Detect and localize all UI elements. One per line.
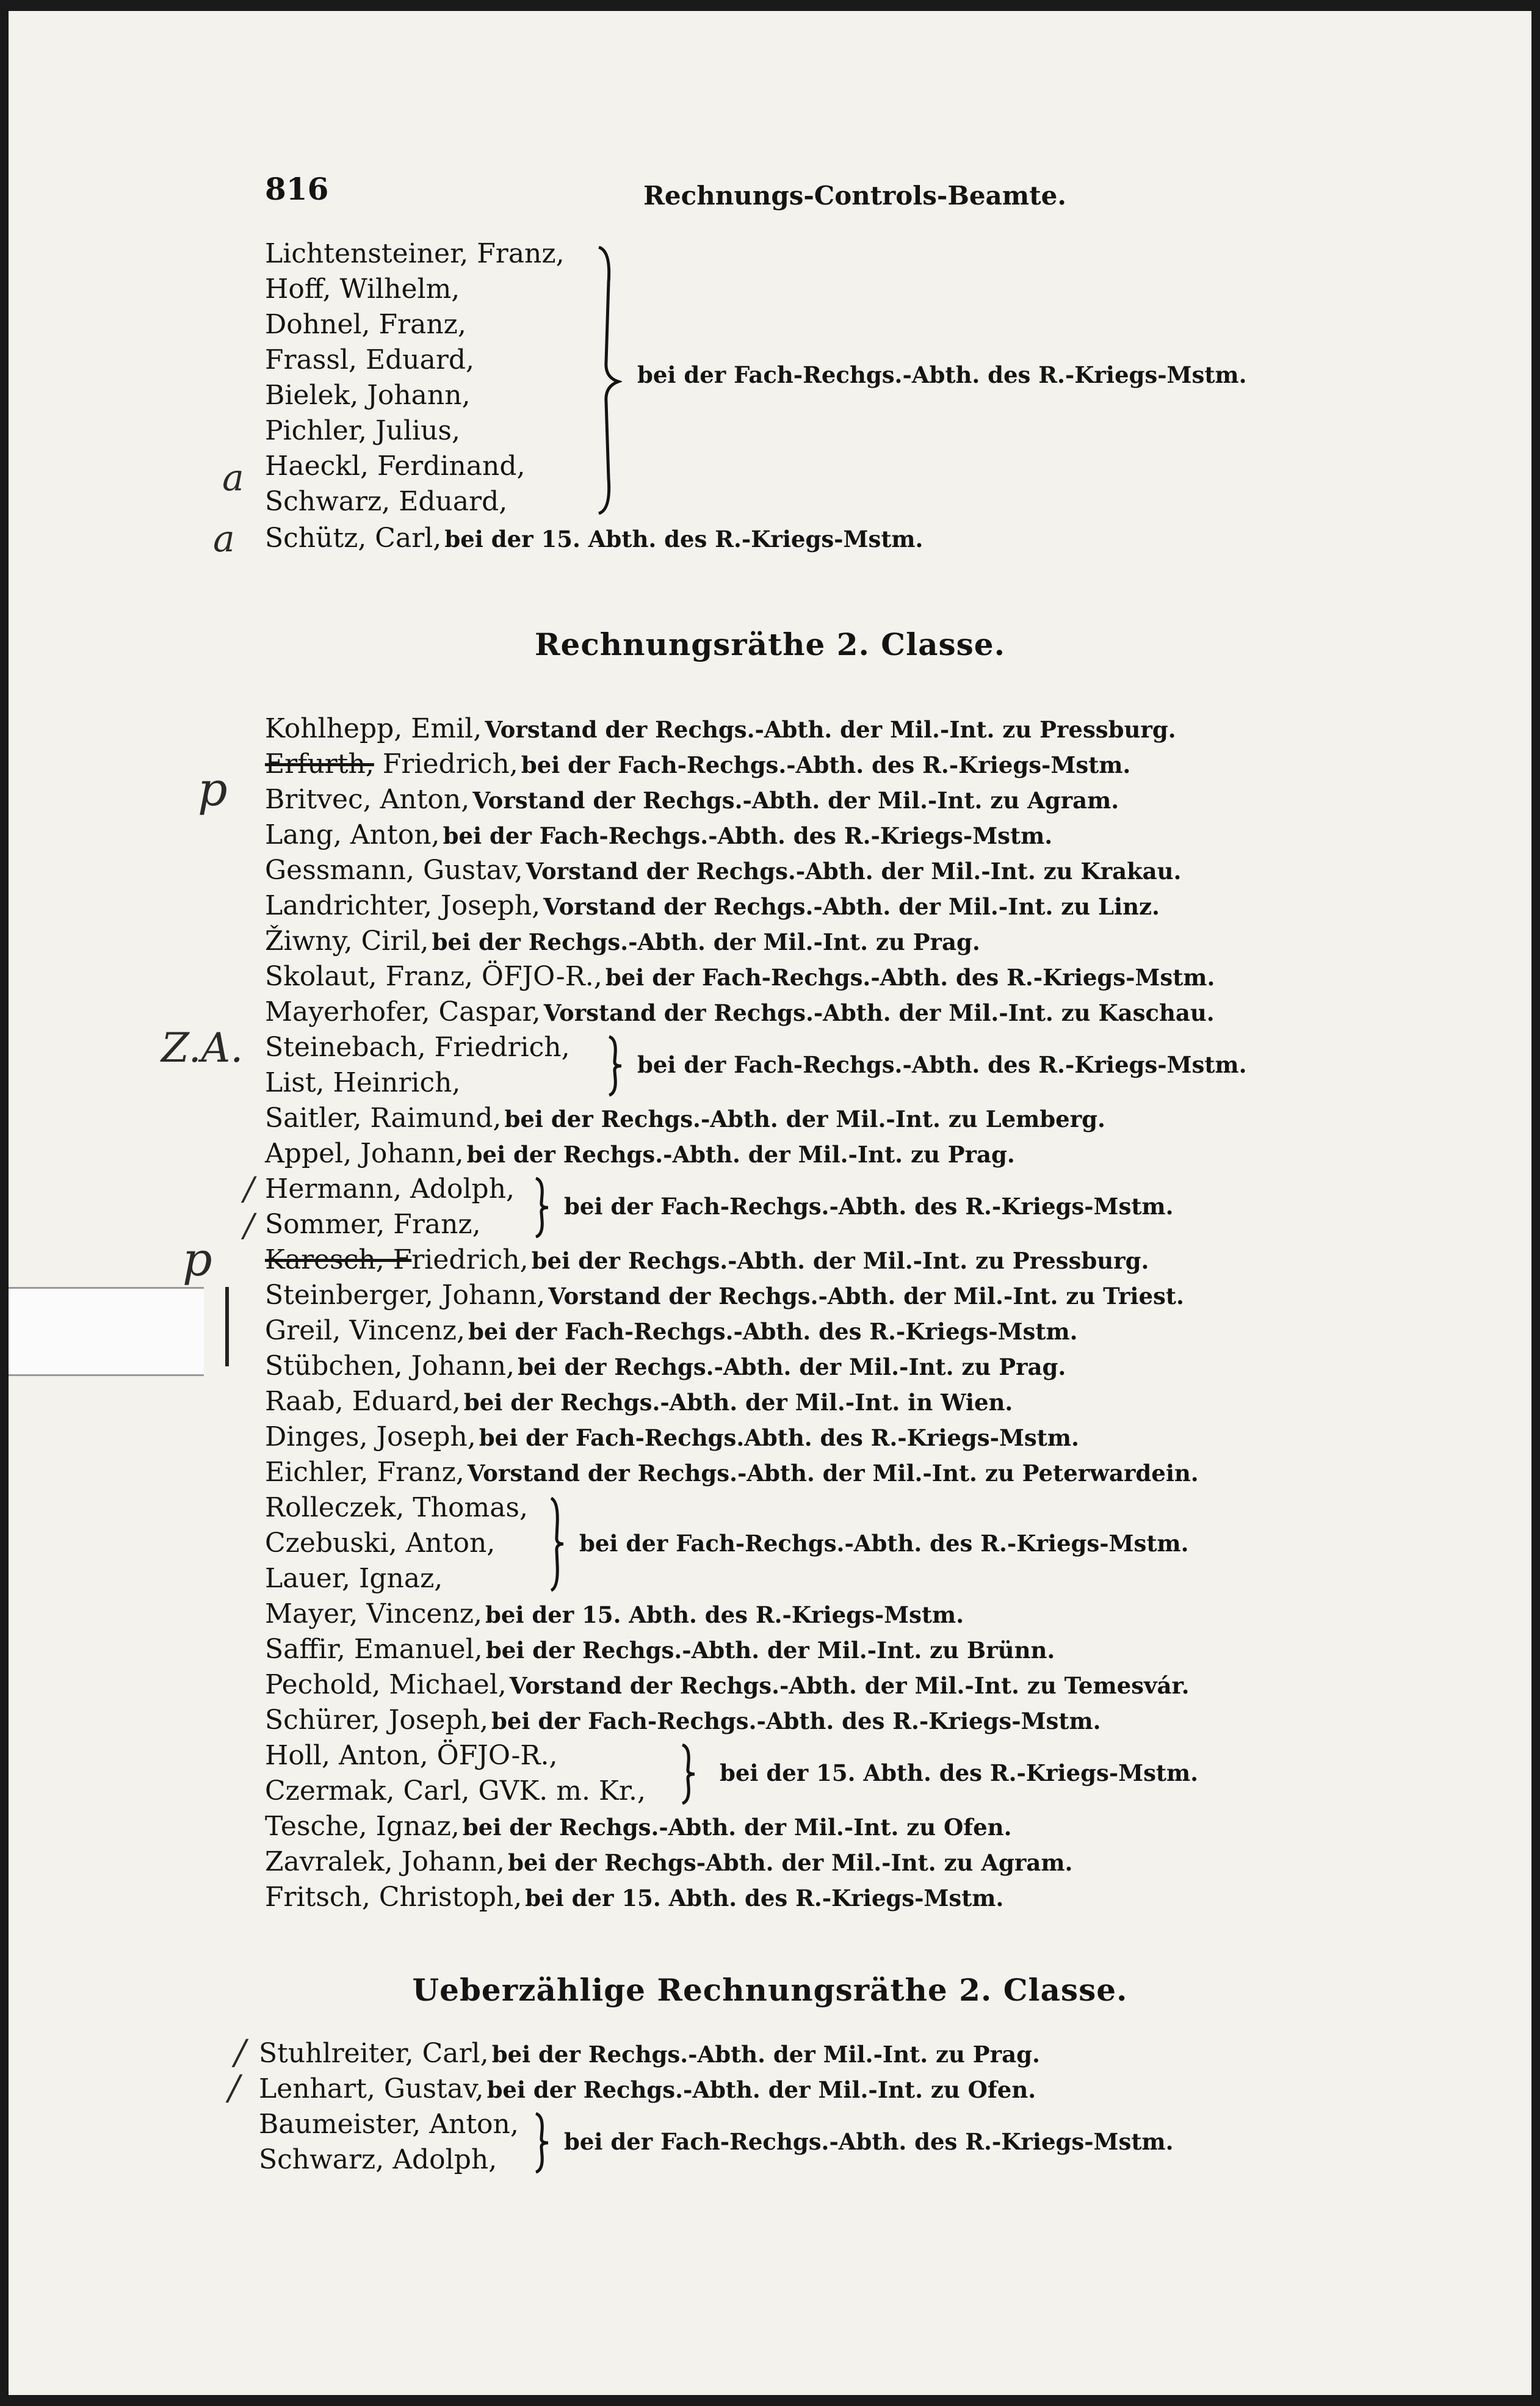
group-name: Czermak, Carl, GVK. m. Kr., — [265, 1775, 646, 1806]
group-name: Schwarz, Eduard, — [265, 486, 508, 517]
entry-text: Vorstand der Rechgs.-Abth. der Mil.-Int. zu Linz. — [543, 893, 1160, 920]
entry-name: Dinges, Joseph, — [265, 1421, 476, 1452]
entry-row — [265, 747, 1130, 781]
entry-text: bei der Rechgs.-Abth. der Mil.-Int. zu Prag. — [518, 1353, 1066, 1380]
margin-annotation: / — [234, 2033, 246, 2073]
entry-row — [265, 1243, 1149, 1277]
entry-row — [265, 1668, 1189, 1702]
entry-row — [265, 1420, 1079, 1454]
entry-name: Stübchen, Johann, — [265, 1350, 515, 1382]
entry-name: Stuhlreiter, Carl, — [259, 2038, 489, 2069]
entry-text: bei der Rechgs.-Abth. der Mil.-Int. zu Brünn. — [485, 1637, 1055, 1664]
entry-text: Vorstand der Rechgs.-Abth. der Mil.-Int. zu Pressburg. — [485, 716, 1176, 743]
entry-name: Britvec, Anton, — [265, 784, 470, 815]
entry-text: bei der Fach-Rechgs.-Abth. des R.-Kriegs-Mstm. — [443, 822, 1053, 849]
entry-name: Lenhart, Gustav, — [259, 2073, 484, 2104]
entry-row — [265, 1314, 1078, 1348]
margin-annotation: a — [222, 457, 244, 499]
entry-row — [265, 521, 923, 556]
entry-name: Eichler, Franz, — [265, 1457, 465, 1488]
entry-text: bei der Rechgs.-Abth. der Mil.-Int. in Wien. — [463, 1389, 1013, 1416]
group-name: Haeckl, Ferdinand, — [265, 451, 526, 482]
group-text: bei der Fach-Rechgs.-Abth. des R.-Kriegs-Mstm. — [637, 1051, 1247, 1078]
margin-annotation: / — [244, 1208, 255, 1244]
group-name: Holl, Anton, ÖFJO-R., — [265, 1740, 558, 1771]
entry-row — [265, 1880, 1003, 1915]
entry-name: Kohlhepp, Emil, — [265, 713, 482, 744]
entry-row — [265, 1278, 1184, 1313]
entry-row — [265, 1385, 1013, 1419]
entry-name: Mayerhofer, Caspar, — [265, 996, 541, 1027]
entry-row — [265, 1703, 1101, 1737]
margin-annotation: p — [198, 762, 228, 816]
brace-icon — [598, 246, 622, 515]
section-heading: Rechnungsräthe 2. Classe. — [534, 626, 1006, 662]
brace-icon — [549, 1497, 567, 1592]
group-name: Frassl, Eduard, — [265, 344, 475, 375]
entry-name: Zavralek, Johann, — [265, 1846, 505, 1877]
margin-annotation: Z.A. — [161, 1024, 244, 1071]
struck-name: Karesch, F — [265, 1244, 412, 1275]
entry-name: Saitler, Raimund, — [265, 1103, 502, 1134]
brace-group — [259, 2107, 1357, 2178]
group-name: Hoff, Wilhelm, — [265, 274, 460, 305]
entry-name: riedrich, — [411, 1244, 529, 1275]
group-name: Dohnel, Franz, — [265, 309, 466, 340]
brace-icon — [533, 1177, 552, 1238]
entry-name: Landrichter, Joseph, — [265, 890, 541, 921]
entry-text: bei der 15. Abth. des R.-Kriegs-Mstm. — [525, 1885, 1004, 1911]
entry-text: bei der Fach-Rechgs.-Abth. des R.-Kriegs-Mstm. — [468, 1318, 1078, 1345]
entry-row — [265, 889, 1160, 923]
group-name: Lauer, Ignaz, — [265, 1563, 443, 1594]
entry-name: Schütz, Carl, — [265, 523, 442, 554]
group-name: Bielek, Johann, — [265, 380, 471, 411]
entry-name: Appel, Johann, — [265, 1138, 464, 1169]
brace-group — [265, 1031, 1364, 1101]
margin-line — [225, 1287, 229, 1366]
paper-tab — [9, 1287, 204, 1376]
group-name: Schwarz, Adolph, — [259, 2144, 497, 2175]
group-name: Baumeister, Anton, — [259, 2109, 519, 2140]
entry-row — [265, 1455, 1199, 1490]
entry-text: bei der Rechgs.-Abth. der Mil.-Int. zu Prag. — [432, 929, 980, 955]
entry-row — [265, 783, 1119, 817]
entry-text: bei der Rechgs.-Abth. der Mil.-Int. zu Ofen. — [462, 1814, 1012, 1841]
entry-row — [265, 960, 1215, 994]
entry-row — [265, 1597, 964, 1631]
entry-text: bei der 15. Abth. des R.-Kriegs-Mstm. — [485, 1601, 964, 1628]
entry-name: Mayer, Vincenz, — [265, 1598, 482, 1629]
entry-text: bei der Rechgs.-Abth. der Mil.-Int. zu Prag. — [491, 2041, 1040, 2068]
margin-annotation: / — [228, 2068, 240, 2108]
entry-name: Greil, Vincenz, — [265, 1315, 465, 1346]
group-text: bei der Fach-Rechgs.-Abth. des R.-Kriegs-Mstm. — [637, 361, 1247, 388]
entry-name: Steinberger, Johann, — [265, 1280, 546, 1311]
brace-icon — [533, 2112, 552, 2173]
entry-text: bei der Fach-Rechgs.Abth. des R.-Kriegs-Mstm. — [479, 1424, 1079, 1451]
entry-row — [265, 1101, 1105, 1136]
brace-icon — [680, 1744, 698, 1805]
entry-text: bei der Rechgs.-Abth. der Mil.-Int. zu Ofen. — [486, 2076, 1036, 2103]
entry-text: Vorstand der Rechgs.-Abth. der Mil.-Int. zu Krakau. — [526, 858, 1182, 885]
entry-name: Skolaut, Franz, ÖFJO-R., — [265, 961, 602, 992]
entry-name: Schürer, Joseph, — [265, 1705, 488, 1736]
group-text: bei der 15. Abth. des R.-Kriegs-Mstm. — [720, 1759, 1199, 1786]
brace-group — [265, 1172, 1364, 1243]
group-name: Sommer, Franz, — [265, 1209, 481, 1240]
entry-text: Vorstand der Rechgs.-Abth. der Mil.-Int. zu Temesvár. — [509, 1672, 1190, 1699]
entry-text: bei der Fach-Rechgs.-Abth. des R.-Kriegs-Mstm. — [521, 752, 1131, 778]
entry-text: Vorstand der Rechgs.-Abth. der Mil.-Int. zu Agram. — [472, 787, 1119, 814]
group-name: Hermann, Adolph, — [265, 1173, 515, 1205]
entry-text: bei der 15. Abth. des R.-Kriegs-Mstm. — [444, 526, 924, 553]
group-name: Rolleczek, Thomas, — [265, 1492, 528, 1523]
section-heading: Ueberzählige Rechnungsräthe 2. Classe. — [412, 1972, 1128, 2008]
group-text: bei der Fach-Rechgs.-Abth. des R.-Kriegs-Mstm. — [579, 1530, 1189, 1557]
brace-group — [265, 1739, 1364, 1810]
group-name: Steinebach, Friedrich, — [265, 1032, 570, 1063]
margin-annotation: p — [183, 1232, 212, 1286]
entry-row — [265, 1810, 1011, 1844]
document-page — [9, 11, 1531, 2395]
entry-text: bei der Rechgs.-Abth. der Mil.-Int. zu Lemberg. — [504, 1106, 1105, 1132]
group-name: List, Heinrich, — [265, 1067, 461, 1098]
running-head: Rechnungs-Controls-Beamte. — [643, 181, 1066, 211]
group-text: bei der Fach-Rechgs.-Abth. des R.-Kriegs-Mstm. — [564, 1193, 1174, 1220]
entry-name: Žiwny, Ciril, — [265, 926, 429, 957]
entry-text: Vorstand der Rechgs.-Abth. der Mil.-Int. zu Kaschau. — [543, 999, 1215, 1026]
entry-row — [265, 818, 1052, 852]
entry-row — [265, 924, 980, 958]
entry-name: Pechold, Michael, — [265, 1669, 507, 1700]
page-number: 816 — [265, 171, 329, 207]
margin-annotation: a — [213, 518, 235, 560]
entry-name: Saffir, Emanuel, — [265, 1634, 483, 1665]
entry-text: Vorstand der Rechgs.-Abth. der Mil.-Int. zu Peterwardein. — [467, 1460, 1199, 1487]
entry-name: Fritsch, Christoph, — [265, 1882, 522, 1913]
entry-row — [265, 995, 1215, 1029]
entry-name: Tesche, Ignaz, — [265, 1811, 460, 1842]
entry-text: Vorstand der Rechgs.-Abth. der Mil.-Int. zu Triest. — [548, 1283, 1184, 1310]
margin-annotation: / — [244, 1171, 255, 1208]
group-text: bei der Fach-Rechgs.-Abth. des R.-Kriegs-Mstm. — [564, 2128, 1174, 2155]
entry-row — [265, 1137, 1015, 1171]
entry-row — [265, 1349, 1066, 1383]
brace-icon — [607, 1035, 625, 1096]
brace-group — [265, 1491, 1364, 1597]
entry-text: bei der Rechgs.-Abth. der Mil.-Int. zu Pressburg. — [531, 1247, 1149, 1274]
entry-row — [265, 1845, 1072, 1879]
entry-text: bei der Fach-Rechgs.-Abth. des R.-Kriegs-Mstm. — [491, 1708, 1101, 1734]
entry-name: Friedrich, — [374, 748, 518, 780]
group-name: Lichtensteiner, Franz, — [265, 238, 565, 269]
entry-name: Lang, Anton, — [265, 819, 440, 850]
entry-text: bei der Rechgs-Abth. der Mil.-Int. zu Agram. — [508, 1849, 1073, 1876]
entry-name: Gessmann, Gustav, — [265, 855, 523, 886]
group-name: Czebuski, Anton, — [265, 1527, 496, 1559]
struck-name: Erfurth, — [265, 748, 374, 780]
group-name: Pichler, Julius, — [265, 415, 460, 446]
top-brace-group — [265, 237, 1364, 524]
entry-text: bei der Fach-Rechgs.-Abth. des R.-Kriegs-Mstm. — [605, 964, 1215, 991]
entry-row — [265, 712, 1176, 746]
entry-row — [265, 1632, 1055, 1667]
entry-row — [259, 2037, 1040, 2071]
entry-text: bei der Rechgs.-Abth. der Mil.-Int. zu Prag. — [466, 1141, 1015, 1168]
entry-row — [265, 853, 1181, 888]
entry-name: Raab, Eduard, — [265, 1386, 461, 1417]
entry-row — [259, 2072, 1036, 2106]
